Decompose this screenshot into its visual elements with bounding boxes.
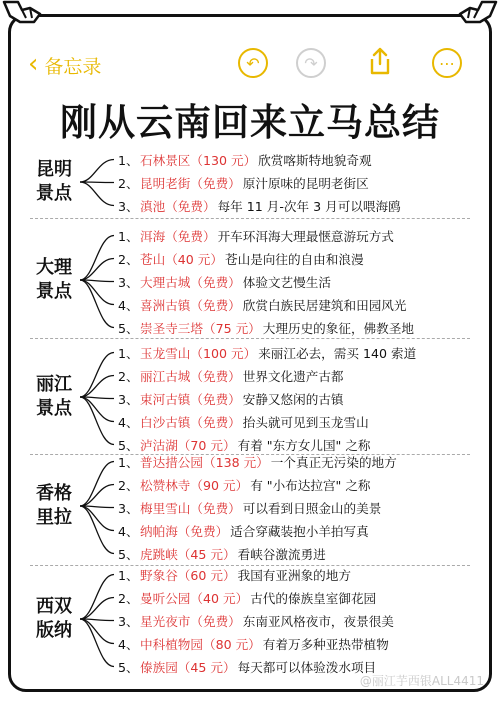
list-item: 3、 星光夜市 （免费） 东南亚风格夜市，夜景很美 <box>118 614 394 629</box>
bracket-line <box>80 575 114 620</box>
region-label: 丽江 景点 <box>36 374 72 419</box>
list-item: 4、 白沙古镇 （免费） 抬头就可见到玉龙雪山 <box>118 415 369 430</box>
page-title: 刚从云南回来立马总结 <box>60 101 440 144</box>
list-item: 5、 泸沽湖 （70 元） 有着 "东方女儿国" 之称 <box>118 438 371 453</box>
bracket-line <box>80 376 114 398</box>
bracket-line <box>80 280 114 305</box>
region-label: 西双 版纳 <box>36 596 72 641</box>
list-item: 2、 丽江古城 （免费） 世界文化遗产古都 <box>118 369 344 384</box>
bracket-line <box>80 619 114 644</box>
bracket-line <box>80 598 114 620</box>
bracket-line <box>80 259 114 281</box>
list-item: 2、 苍山 （40 元） 苍山是向往的自由和浪漫 <box>118 252 364 267</box>
list-item: 4、 喜洲古镇 （免费） 欣赏白族民居建筑和田园风光 <box>118 298 407 313</box>
bracket-line <box>80 236 114 281</box>
back-label: 备忘录 <box>44 56 102 78</box>
list-item: 2、 曼听公园 （40 元） 古代的傣族皇室御花园 <box>118 591 377 606</box>
region-label: 大理 景点 <box>36 257 72 302</box>
item-list <box>118 224 414 339</box>
bracket-line <box>80 160 114 183</box>
bracket-line <box>80 397 114 422</box>
bracket-line <box>80 485 114 507</box>
list-item: 5、 崇圣寺三塔 （75 元） 大理历史的象征，佛教圣地 <box>118 321 414 336</box>
list-item: 4、 纳帕海 （免费） 适合穿藏装抱小羊拍写真 <box>118 524 369 539</box>
bracket-line <box>80 182 114 183</box>
list-item: 1、 玉龙雪山 （100 元） 来丽江必去，需买 140 索道 <box>118 346 417 361</box>
list-item: 1、 石林景区 （130 元） 欣赏喀斯特地貌奇观 <box>118 153 372 168</box>
list-item: 1、 普达措公园 （138 元） 一个真正无污染的地方 <box>118 455 397 470</box>
bracket-line <box>80 353 114 398</box>
redo-icon[interactable]: ↷ <box>296 48 326 78</box>
list-item: 1、 洱海 （免费） 开车环洱海大理最惬意游玩方式 <box>118 229 394 244</box>
watermark: @丽江芋西银ALL4411 <box>359 674 484 688</box>
list-item: 2、 昆明老街 （免费） 原汁原味的昆明老街区 <box>118 176 369 191</box>
list-item: 4、 中科植物园 （80 元） 有着万多种亚热带植物 <box>118 637 389 652</box>
chevron-left-icon: ‹ <box>28 48 39 79</box>
item-list <box>118 148 401 217</box>
list-item: 2、 松赞林寺 （90 元） 有 "小布达拉宫" 之称 <box>118 478 371 493</box>
list-item: 3、 梅里雪山 （免费） 可以看到日照金山的美景 <box>118 501 382 516</box>
list-item: 1、 野象谷 （60 元） 我国有亚洲象的地方 <box>118 568 351 583</box>
list-item: 3、 大理古城 （免费） 体验文艺慢生活 <box>118 275 331 290</box>
list-item: 3、 滇池 （免费） 每年 11 月-次年 3 月可以喂海鸥 <box>118 199 401 214</box>
section-divider <box>30 218 470 219</box>
bracket-line <box>80 462 114 507</box>
list-item: 3、 束河古镇 （免费） 安静又悠闲的古镇 <box>118 392 344 407</box>
bracket-line <box>80 506 114 531</box>
bracket-line <box>80 182 114 206</box>
item-list <box>118 341 416 456</box>
list-item: 5、 虎跳峡 （45 元） 看峡谷激流勇进 <box>118 547 326 562</box>
item-list <box>118 563 394 678</box>
region-label: 香格 里拉 <box>36 483 72 528</box>
section-divider <box>30 338 470 339</box>
item-list <box>118 450 397 565</box>
list-item: 5、 傣族园 （45 元） 每天都可以体验泼水项目 <box>118 660 377 675</box>
more-icon[interactable]: ⋯ <box>432 48 462 78</box>
undo-icon[interactable]: ↶ <box>238 48 268 78</box>
region-label: 昆明 景点 <box>36 159 72 204</box>
